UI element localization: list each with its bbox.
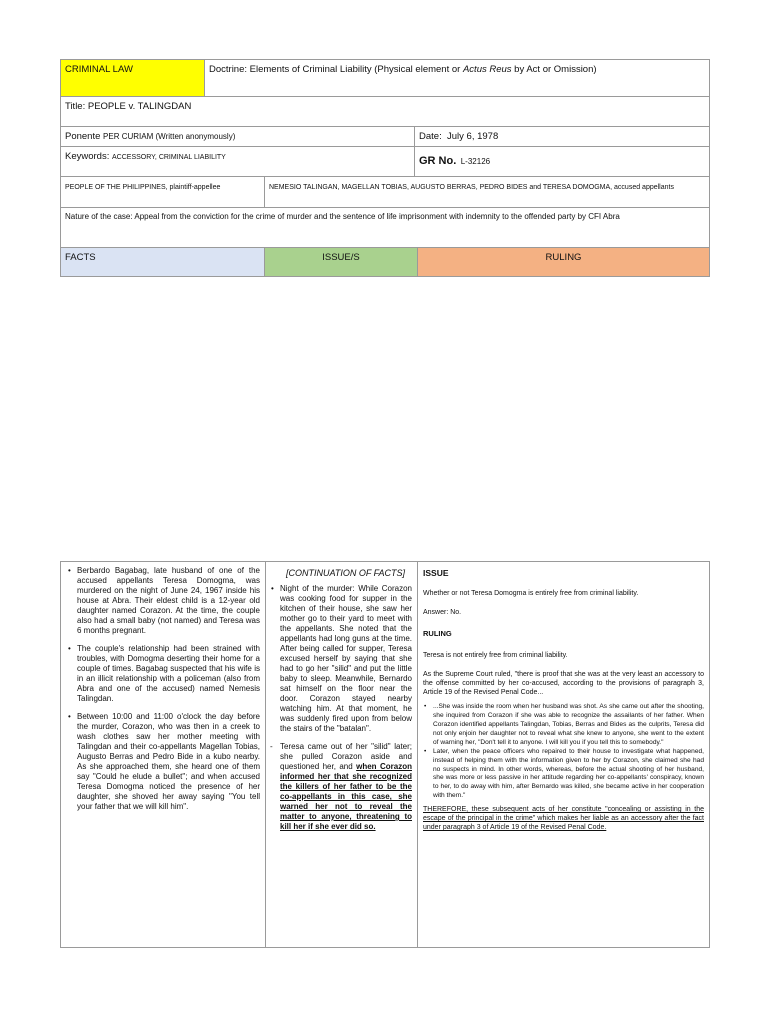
nature-cell [60,207,710,248]
ruling-text: Teresa is not entirely free from criminal liability. [423,651,568,659]
defendants-cell [264,176,710,208]
date-value: July 6, 1978 [447,131,499,142]
continuation-cell [265,561,418,948]
keywords-label: Keywords: [65,151,110,162]
facts-header-label: FACTS [65,252,96,263]
gr-number: L-32126 [460,157,491,166]
issue-ruling-cell [417,561,710,948]
defendants-text: NEMESIO TALINGAN, MAGELLAN TOBIAS, AUGUSTO BERRAS, PEDRO BIDES and TERESA DOMOGMA, accused appellants [269,184,674,191]
ruling-quotes [423,703,704,801]
ruling-column-header [417,247,710,277]
ruling-heading: RULING [423,629,452,639]
issue-text: Whether or not Teresa Domogma is entirely free from criminal liability. [423,590,639,598]
ponente-label: Ponente [65,131,101,142]
teresa-paragraph [270,742,412,832]
issues-column-header [264,247,418,277]
title-label: Title: [65,101,86,112]
date-cell [414,126,710,147]
ponente-value: PER CURIAM (Written anonymously) [103,132,236,141]
issues-header-label: ISSUE/S [322,252,360,263]
subject-cell [60,59,205,97]
fact-item: • Berbardo Bagabag, late husband of one of the accused appellants Teresa Domogma, was murdered on the night of June 24, 1967 inside his house at Abra. Their eldest child is a 12-year old daughter named Corazon. At the time, the couple also had a small baby (not named) and Teresa was 6 months pregnant. [77,566,260,636]
gr-cell [414,146,710,177]
fact-item: • Between 10:00 and 11:00 o'clock the day before the murder, Corazon, who was then in a creek to wash clothes saw her mother meeting with Talingdan and their co-appellants Magellan Tobias, Augusto Berras and Pedro Bide in a kubo nearby. As she approached them, she heard one of them say "Could he elude a bullet"; and when accused Teresa Domogma noticed the presence of her daughter, she shoved her away saying "You tell your father that we will kill him". [77,712,260,812]
answer-text: Answer: No. [423,609,462,617]
facts-column-header [60,247,265,277]
ruling-header-label: RULING [545,252,582,263]
date-label: Date: [419,131,442,142]
gr-label: GR No. [419,155,457,167]
doctrine-italic: Actus Reus [462,64,512,75]
keywords-cell [60,146,415,177]
title-row [60,96,710,127]
quote-item: • Later, when the peace officers who repaired to their house to investigate what happened, instead of helping them with the information given to her by Corazon, she claimed she had no suspects in mind. In other words, whereas, before the actual shooting of her husband, she was more or less passive in her attitude regarding her co-appellants' conspiracy, known to her, to do away with him, after Bernardo was killed, she became active in her cooperation with them." [433,748,704,801]
plaintiff-text: PEOPLE OF THE PHILIPPINES, plaintiff-appellee [65,184,221,191]
doctrine-cell [204,59,710,97]
quote-item: • ...She was inside the room when her husband was shot. As she came out after the shooting, she inquired from Corazon if she was able to recognize the assailants of her father. When Corazon identified appellants Talingdan, Tobias, Berras and Bides as the culprits, Teresa did not only enjoin her daughter not to reveal what she knew to anyone, she went to the extent of warning her, "Don't tell it to anyone. I will kill you if you tell this to somebody." [433,703,704,747]
therefore-text: THEREFORE, these subsequent acts of her constitute "concealing or assisting in the escape of the principal in the crime" which makes her liable as an accessory after the fact under paragraph 3 of Article 19 of the Revised Penal Code. [423,806,704,832]
subject-label: CRIMINAL LAW [65,64,133,75]
continuation-heading: [CONTINUATION OF FACTS] [286,568,405,578]
continuation-list [270,584,412,734]
ponente-cell [60,126,415,147]
case-title: PEOPLE v. TALINGDAN [87,101,192,112]
keywords-value: ACCESSORY, CRIMINAL LIABILITY [112,154,226,161]
fact-item: • The couple's relationship had been strained with troubles, with Domogma deserting their home for a couple of times. Bagabag suspected that his wife is in an illicit relationship with a policeman (also from Abra and one of the accused) named Nemesis Talingdan. [77,644,260,704]
teresa-underlined: when Corazon informed her that she recognized the killers of her father to be the co-appellants in this case, she warned her not to reveal the matter to anyone, threatening to kill her if she ever did so. [280,762,412,832]
nature-text: Nature of the case: Appeal from the conviction for the crime of murder and the sentence of life imprisonment with indemnity to the offended party by CFI Abra [65,212,620,221]
doctrine-label: Doctrine: [209,64,248,75]
facts-cell [60,561,266,948]
doctrine-text-b: by Act or Omission) [511,64,597,75]
doctrine-text-a: Elements of Criminal Liability (Physical element or [247,64,463,75]
teresa-text: Teresa came out of her "silid" later; she pulled Corazon aside and questioned her, and [280,742,412,772]
plaintiff-cell [60,176,265,208]
issue-heading: ISSUE [423,568,449,578]
supreme-court-text: As the Supreme Court ruled, "there is proof that she was at the very least an accessory to the offense committed by her co-accused, according to the provisions of paragraph 3, Article 19 of the Revised Penal Code... [423,671,704,697]
night-of-murder: • Night of the murder: While Corazon was cooking food for supper in the kitchen of their house, she saw her mother go to their yard to meet with the appellants. She noted that the appellants had long guns at the time. After being called for supper, Teresa excused herself by saying that she had to go her "silid" and put the little baby to sleep. Meanwhile, Bernardo sat himself on the floor near the door. Corazon stayed nearby watching him. At that moment, he was suddenly fired upon from below the stairs of the "batalan". [280,584,412,734]
facts-list [67,566,260,812]
